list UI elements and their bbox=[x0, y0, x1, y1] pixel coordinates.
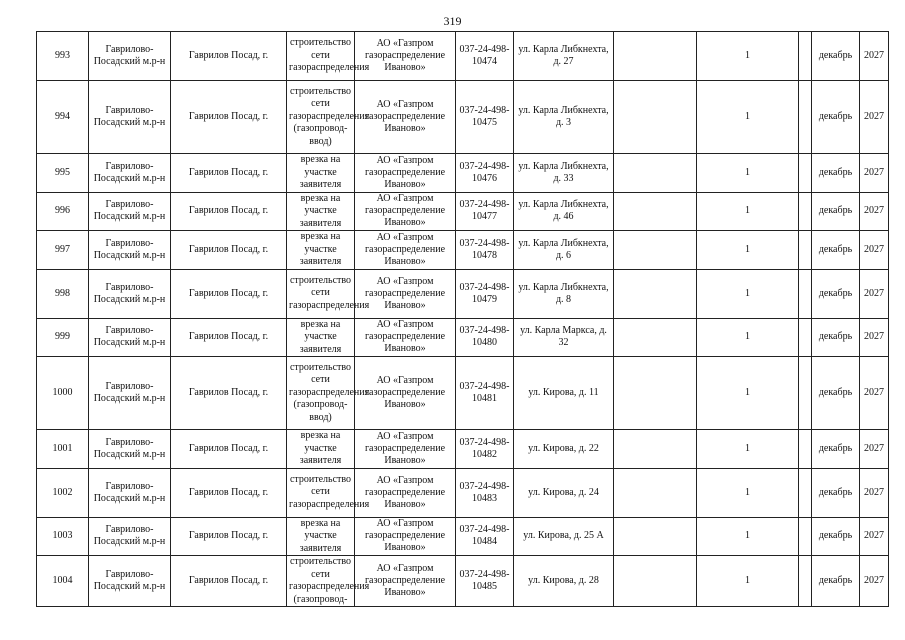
cell-city: Гаврилов Посад, г. bbox=[171, 32, 287, 81]
cell-empty bbox=[614, 192, 697, 231]
cell-quantity: 1 bbox=[697, 32, 799, 81]
cell-number: 1003 bbox=[37, 517, 89, 556]
cell-empty-2 bbox=[799, 154, 812, 193]
cell-work-type: строительство сети газораспределения bbox=[287, 269, 355, 318]
cell-work-type: строительство сети газораспределения bbox=[287, 468, 355, 517]
cell-year: 2027 bbox=[860, 32, 889, 81]
cell-empty-2 bbox=[799, 468, 812, 517]
cell-empty bbox=[614, 318, 697, 357]
table-row bbox=[37, 269, 889, 318]
cell-district: Гаврилово-Посадский м.р-н bbox=[89, 468, 171, 517]
cell-district: Гаврилово-Посадский м.р-н bbox=[89, 318, 171, 357]
cell-district: Гаврилово-Посадский м.р-н bbox=[89, 269, 171, 318]
cell-address: ул. Карла Маркса, д. 32 bbox=[514, 318, 614, 357]
cell-month: декабрь bbox=[812, 231, 860, 270]
cell-code: 037-24-498-10485 bbox=[456, 556, 514, 607]
cell-address: ул. Карла Либкнехта, д. 6 bbox=[514, 231, 614, 270]
cell-quantity: 1 bbox=[697, 430, 799, 469]
cell-empty bbox=[614, 269, 697, 318]
cell-month: декабрь bbox=[812, 81, 860, 154]
cell-organization: АО «Газпром газораспределение Иваново» bbox=[355, 32, 456, 81]
cell-year: 2027 bbox=[860, 556, 889, 607]
cell-code: 037-24-498-10482 bbox=[456, 430, 514, 469]
cell-empty-2 bbox=[799, 269, 812, 318]
cell-city: Гаврилов Посад, г. bbox=[171, 430, 287, 469]
cell-district: Гаврилово-Посадский м.р-н bbox=[89, 556, 171, 607]
cell-month: декабрь bbox=[812, 32, 860, 81]
cell-address: ул. Кирова, д. 25 А bbox=[514, 517, 614, 556]
cell-month: декабрь bbox=[812, 468, 860, 517]
cell-organization: АО «Газпром газораспределение Иваново» bbox=[355, 154, 456, 193]
cell-year: 2027 bbox=[860, 517, 889, 556]
cell-address: ул. Карла Либкнехта, д. 46 bbox=[514, 192, 614, 231]
cell-code: 037-24-498-10477 bbox=[456, 192, 514, 231]
table-row bbox=[37, 517, 889, 556]
cell-organization: АО «Газпром газораспределение Иваново» bbox=[355, 517, 456, 556]
cell-year: 2027 bbox=[860, 154, 889, 193]
cell-quantity: 1 bbox=[697, 154, 799, 193]
cell-quantity: 1 bbox=[697, 81, 799, 154]
cell-address: ул. Кирова, д. 22 bbox=[514, 430, 614, 469]
cell-month: декабрь bbox=[812, 192, 860, 231]
cell-district: Гаврилово-Посадский м.р-н bbox=[89, 32, 171, 81]
table-row bbox=[37, 357, 889, 430]
cell-organization: АО «Газпром газораспределение Иваново» bbox=[355, 269, 456, 318]
cell-district: Гаврилово-Посадский м.р-н bbox=[89, 154, 171, 193]
cell-empty-2 bbox=[799, 32, 812, 81]
cell-organization: АО «Газпром газораспределение Иваново» bbox=[355, 192, 456, 231]
cell-work-type: врезка на участке заявителя bbox=[287, 154, 355, 193]
cell-work-type: врезка на участке заявителя bbox=[287, 430, 355, 469]
cell-number: 995 bbox=[37, 154, 89, 193]
cell-number: 997 bbox=[37, 231, 89, 270]
cell-address: ул. Карла Либкнехта, д. 33 bbox=[514, 154, 614, 193]
cell-organization: АО «Газпром газораспределение Иваново» bbox=[355, 231, 456, 270]
cell-empty bbox=[614, 32, 697, 81]
cell-quantity: 1 bbox=[697, 192, 799, 231]
cell-quantity: 1 bbox=[697, 556, 799, 607]
cell-number: 996 bbox=[37, 192, 89, 231]
cell-code: 037-24-498-10475 bbox=[456, 81, 514, 154]
cell-empty bbox=[614, 468, 697, 517]
cell-year: 2027 bbox=[860, 269, 889, 318]
cell-quantity: 1 bbox=[697, 517, 799, 556]
cell-work-type: врезка на участке заявителя bbox=[287, 192, 355, 231]
cell-month: декабрь bbox=[812, 154, 860, 193]
cell-month: декабрь bbox=[812, 556, 860, 607]
cell-address: ул. Кирова, д. 28 bbox=[514, 556, 614, 607]
cell-year: 2027 bbox=[860, 430, 889, 469]
cell-city: Гаврилов Посад, г. bbox=[171, 318, 287, 357]
cell-organization: АО «Газпром газораспределение Иваново» bbox=[355, 430, 456, 469]
cell-empty bbox=[614, 81, 697, 154]
cell-work-type: строительство сети газораспределения (газопровод- bbox=[287, 556, 355, 607]
table-row bbox=[37, 468, 889, 517]
cell-code: 037-24-498-10479 bbox=[456, 269, 514, 318]
cell-district: Гаврилово-Посадский м.р-н bbox=[89, 81, 171, 154]
cell-code: 037-24-498-10476 bbox=[456, 154, 514, 193]
cell-number: 1004 bbox=[37, 556, 89, 607]
cell-number: 999 bbox=[37, 318, 89, 357]
cell-quantity: 1 bbox=[697, 231, 799, 270]
cell-work-type: врезка на участке заявителя bbox=[287, 517, 355, 556]
cell-empty-2 bbox=[799, 517, 812, 556]
page-number: 319 bbox=[443, 14, 462, 28]
cell-city: Гаврилов Посад, г. bbox=[171, 154, 287, 193]
cell-month: декабрь bbox=[812, 430, 860, 469]
cell-empty bbox=[614, 556, 697, 607]
cell-city: Гаврилов Посад, г. bbox=[171, 357, 287, 430]
cell-empty bbox=[614, 430, 697, 469]
cell-number: 1000 bbox=[37, 357, 89, 430]
table-row bbox=[37, 81, 889, 154]
cell-empty-2 bbox=[799, 357, 812, 430]
cell-empty-2 bbox=[799, 430, 812, 469]
table-row bbox=[37, 430, 889, 469]
table-row bbox=[37, 32, 889, 81]
cell-organization: АО «Газпром газораспределение Иваново» bbox=[355, 468, 456, 517]
cell-code: 037-24-498-10478 bbox=[456, 231, 514, 270]
cell-quantity: 1 bbox=[697, 357, 799, 430]
cell-empty bbox=[614, 154, 697, 193]
cell-year: 2027 bbox=[860, 81, 889, 154]
cell-code: 037-24-498-10474 bbox=[456, 32, 514, 81]
cell-work-type: врезка на участке заявителя bbox=[287, 231, 355, 270]
cell-address: ул. Кирова, д. 24 bbox=[514, 468, 614, 517]
cell-city: Гаврилов Посад, г. bbox=[171, 468, 287, 517]
table-row bbox=[37, 318, 889, 357]
cell-district: Гаврилово-Посадский м.р-н bbox=[89, 357, 171, 430]
cell-number: 1002 bbox=[37, 468, 89, 517]
cell-address: ул. Карла Либкнехта, д. 8 bbox=[514, 269, 614, 318]
cell-year: 2027 bbox=[860, 318, 889, 357]
cell-code: 037-24-498-10481 bbox=[456, 357, 514, 430]
cell-empty-2 bbox=[799, 192, 812, 231]
cell-city: Гаврилов Посад, г. bbox=[171, 81, 287, 154]
cell-district: Гаврилово-Посадский м.р-н bbox=[89, 430, 171, 469]
cell-month: декабрь bbox=[812, 269, 860, 318]
cell-number: 1001 bbox=[37, 430, 89, 469]
cell-code: 037-24-498-10483 bbox=[456, 468, 514, 517]
cell-district: Гаврилово-Посадский м.р-н bbox=[89, 517, 171, 556]
cell-quantity: 1 bbox=[697, 468, 799, 517]
cell-empty bbox=[614, 517, 697, 556]
table-row bbox=[37, 192, 889, 231]
cell-city: Гаврилов Посад, г. bbox=[171, 517, 287, 556]
cell-empty bbox=[614, 357, 697, 430]
cell-city: Гаврилов Посад, г. bbox=[171, 556, 287, 607]
cell-empty-2 bbox=[799, 231, 812, 270]
cell-city: Гаврилов Посад, г. bbox=[171, 269, 287, 318]
cell-empty-2 bbox=[799, 81, 812, 154]
cell-month: декабрь bbox=[812, 357, 860, 430]
cell-organization: АО «Газпром газораспределение Иваново» bbox=[355, 81, 456, 154]
cell-month: декабрь bbox=[812, 517, 860, 556]
cell-work-type: строительство сети газораспределения bbox=[287, 32, 355, 81]
cell-code: 037-24-498-10484 bbox=[456, 517, 514, 556]
cell-number: 994 bbox=[37, 81, 89, 154]
cell-year: 2027 bbox=[860, 357, 889, 430]
cell-year: 2027 bbox=[860, 468, 889, 517]
cell-work-type: строительство сети газораспределения (газопровод-ввод) bbox=[287, 81, 355, 154]
table-row bbox=[37, 154, 889, 193]
cell-empty-2 bbox=[799, 556, 812, 607]
cell-address: ул. Карла Либкнехта, д. 27 bbox=[514, 32, 614, 81]
data-table bbox=[36, 31, 889, 607]
cell-month: декабрь bbox=[812, 318, 860, 357]
cell-organization: АО «Газпром газораспределение Иваново» bbox=[355, 357, 456, 430]
cell-city: Гаврилов Посад, г. bbox=[171, 192, 287, 231]
cell-number: 993 bbox=[37, 32, 89, 81]
cell-address: ул. Кирова, д. 11 bbox=[514, 357, 614, 430]
cell-year: 2027 bbox=[860, 192, 889, 231]
cell-work-type: врезка на участке заявителя bbox=[287, 318, 355, 357]
cell-quantity: 1 bbox=[697, 318, 799, 357]
cell-year: 2027 bbox=[860, 231, 889, 270]
cell-address: ул. Карла Либкнехта, д. 3 bbox=[514, 81, 614, 154]
cell-district: Гаврилово-Посадский м.р-н bbox=[89, 231, 171, 270]
cell-empty bbox=[614, 231, 697, 270]
table-row bbox=[37, 556, 889, 607]
cell-organization: АО «Газпром газораспределение Иваново» bbox=[355, 556, 456, 607]
cell-number: 998 bbox=[37, 269, 89, 318]
cell-organization: АО «Газпром газораспределение Иваново» bbox=[355, 318, 456, 357]
cell-empty-2 bbox=[799, 318, 812, 357]
cell-city: Гаврилов Посад, г. bbox=[171, 231, 287, 270]
table-row bbox=[37, 231, 889, 270]
cell-code: 037-24-498-10480 bbox=[456, 318, 514, 357]
cell-quantity: 1 bbox=[697, 269, 799, 318]
cell-district: Гаврилово-Посадский м.р-н bbox=[89, 192, 171, 231]
cell-work-type: строительство сети газораспределения (газопровод-ввод) bbox=[287, 357, 355, 430]
